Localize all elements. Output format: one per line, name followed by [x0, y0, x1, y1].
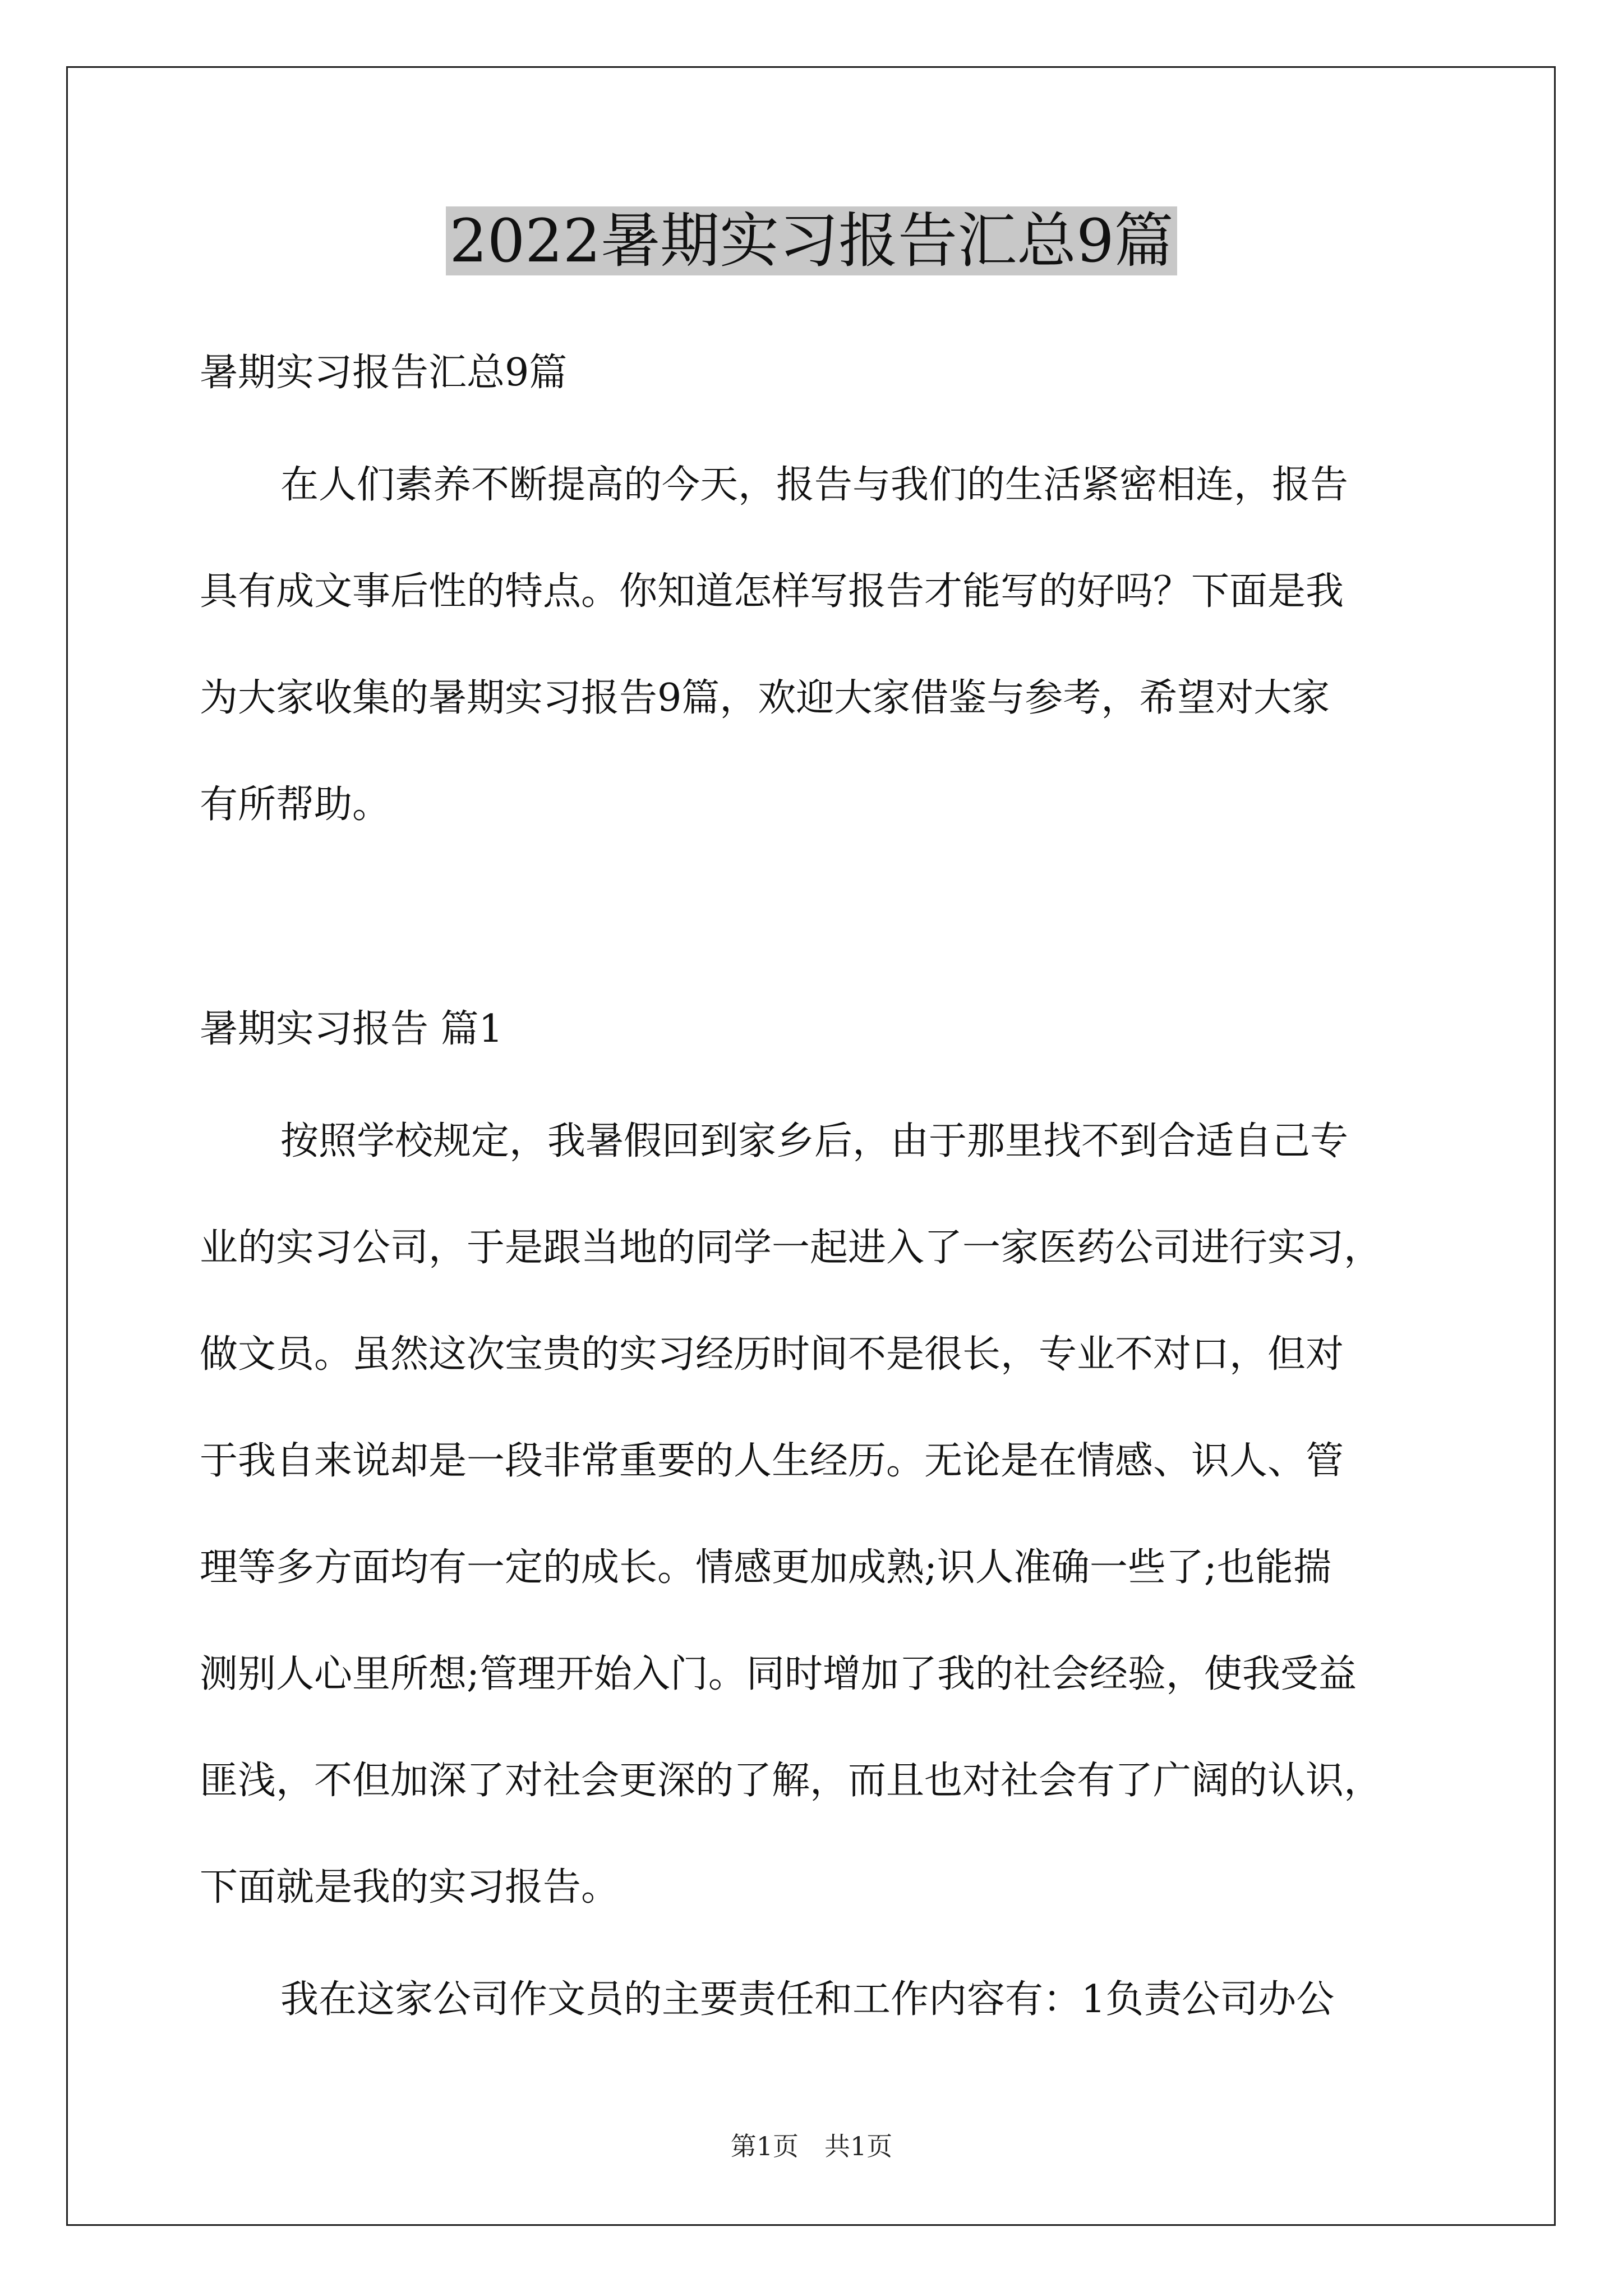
document-title: [0, 202, 1623, 280]
paragraph-line: 匪浅，不但加深了对社会更深的了解，而且也对社会有了广阔的认识，: [200, 1759, 1382, 1803]
section-heading: 暑期实习报告 篇1: [200, 1007, 503, 1051]
intro-line: 有所帮助。: [200, 783, 391, 827]
paragraph-line: 业的实习公司，于是跟当地的同学一起进入了一家医药公司进行实习，: [200, 1226, 1382, 1270]
intro-line: 在人们素养不断提高的今天，报告与我们的生活紧密相连，报告: [280, 463, 1349, 507]
intro-line: 具有成文事后性的特点。你知道怎样写报告才能写的好吗？下面是我: [200, 569, 1344, 614]
paragraph-line: 理等多方面均有一定的成长。情感更加成熟;识人准确一些了;也能揣: [200, 1545, 1331, 1590]
paragraph-line: 于我自来说却是一段非常重要的人生经历。无论是在情感、识人、管: [200, 1439, 1344, 1483]
paragraph-line: 做文员。虽然这次宝贵的实习经历时间不是很长，专业不对口，但对: [200, 1332, 1344, 1377]
document-title-text: 2022暑期实习报告汇总9篇: [446, 206, 1177, 275]
intro-line: 为大家收集的暑期实习报告9篇，欢迎大家借鉴与参考，希望对大家: [200, 676, 1330, 720]
paragraph-line: 下面就是我的实习报告。: [200, 1865, 620, 1910]
paragraph-line: 按照学校规定，我暑假回到家乡后，由于那里找不到合适自己专: [280, 1119, 1349, 1163]
paragraph-line: 测别人心里所想;管理开始入门。同时增加了我的社会经验，使我受益: [200, 1652, 1357, 1696]
paragraph-line: 我在这家公司作文员的主要责任和工作内容有：1负责公司办公: [280, 1977, 1335, 2022]
page-footer: 第1页 共1页: [730, 2131, 893, 2161]
document-subtitle: 暑期实习报告汇总9篇: [200, 351, 568, 395]
